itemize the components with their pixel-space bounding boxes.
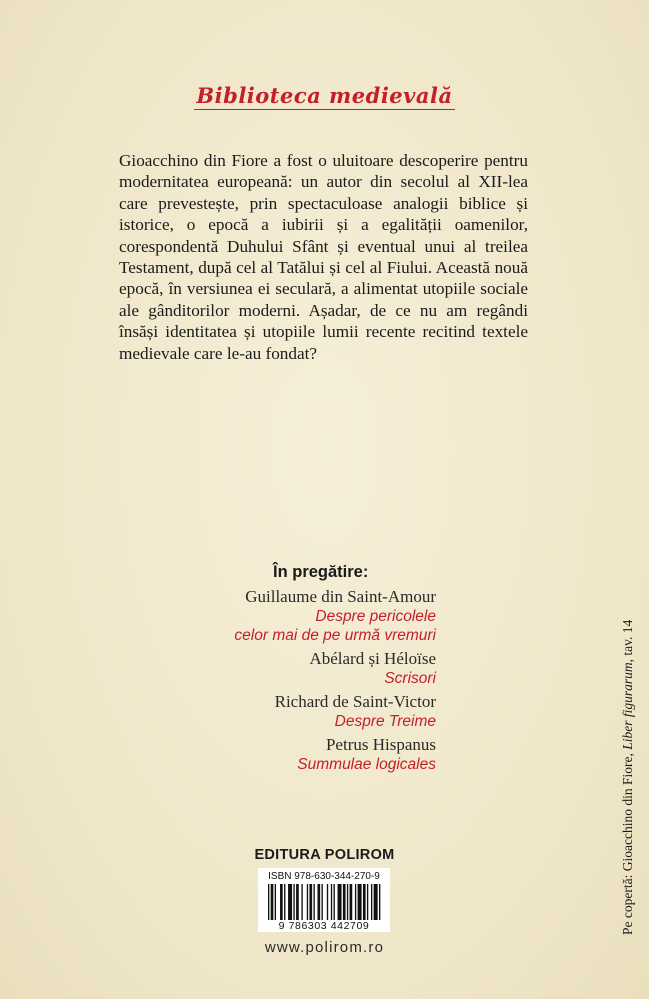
cover-credit-title: Liber figurarum <box>620 662 635 750</box>
barcode-icon <box>268 884 383 920</box>
in-preparation-list <box>206 563 436 777</box>
blurb-text: Gioacchino din Fiore a fost o uluitoare descoperire pentru modernitatea europeană: un autor din secolul al XII-lea care prevestește, prin spectaculoase analogii biblice și istorice, o epocă a iubirii și a egalității oamenilor, corespondentă Duhului Sfânt și eventual unui al treilea Testament, după cel al Tatălui și cel al Fiului. Această nouă epocă, în versiunea ei seculară, a alimentat utopiile sociale ale gânditorilor moderni. Așadar, de ce nu am regândi însăși identitatea și utopiile lumii recente recitind textele medievale care le-au fondat? <box>119 151 528 363</box>
list-item <box>206 691 436 731</box>
book-title: Despre pericolele <box>315 608 436 625</box>
book-title: Scrisori <box>384 670 436 687</box>
book-title-continued: celor mai de pe urmă vremuri <box>234 627 436 644</box>
publisher-website: www.polirom.ro <box>264 939 385 956</box>
list-item <box>206 586 436 645</box>
isbn-barcode <box>258 868 390 932</box>
book-title: Despre Treime <box>334 713 436 730</box>
book-author: Abélard și Héloïse <box>309 649 436 668</box>
book-author: Richard de Saint-Victor <box>274 692 436 711</box>
cover-credit-suffix: , tav. 14 <box>620 619 635 663</box>
cover-credit-prefix: Pe copertă: Gioacchino din Fiore, <box>620 749 635 935</box>
ean-digits: 9 786303 442709 <box>278 920 370 932</box>
book-author: Guillaume din Saint-Amour <box>245 587 436 606</box>
isbn-number: ISBN 978-630-344-270-9 <box>268 871 380 882</box>
book-title: Summulae logicales <box>297 756 436 773</box>
book-author: Petrus Hispanus <box>325 735 436 754</box>
cover-credit <box>620 620 636 935</box>
list-item <box>206 734 436 774</box>
series-title <box>0 83 649 108</box>
series-title-text: Biblioteca medievală <box>196 83 453 108</box>
list-item <box>206 648 436 688</box>
in-preparation-heading: În pregătire: <box>273 563 369 581</box>
publisher-name: EDITURA POLIROM <box>254 847 395 863</box>
